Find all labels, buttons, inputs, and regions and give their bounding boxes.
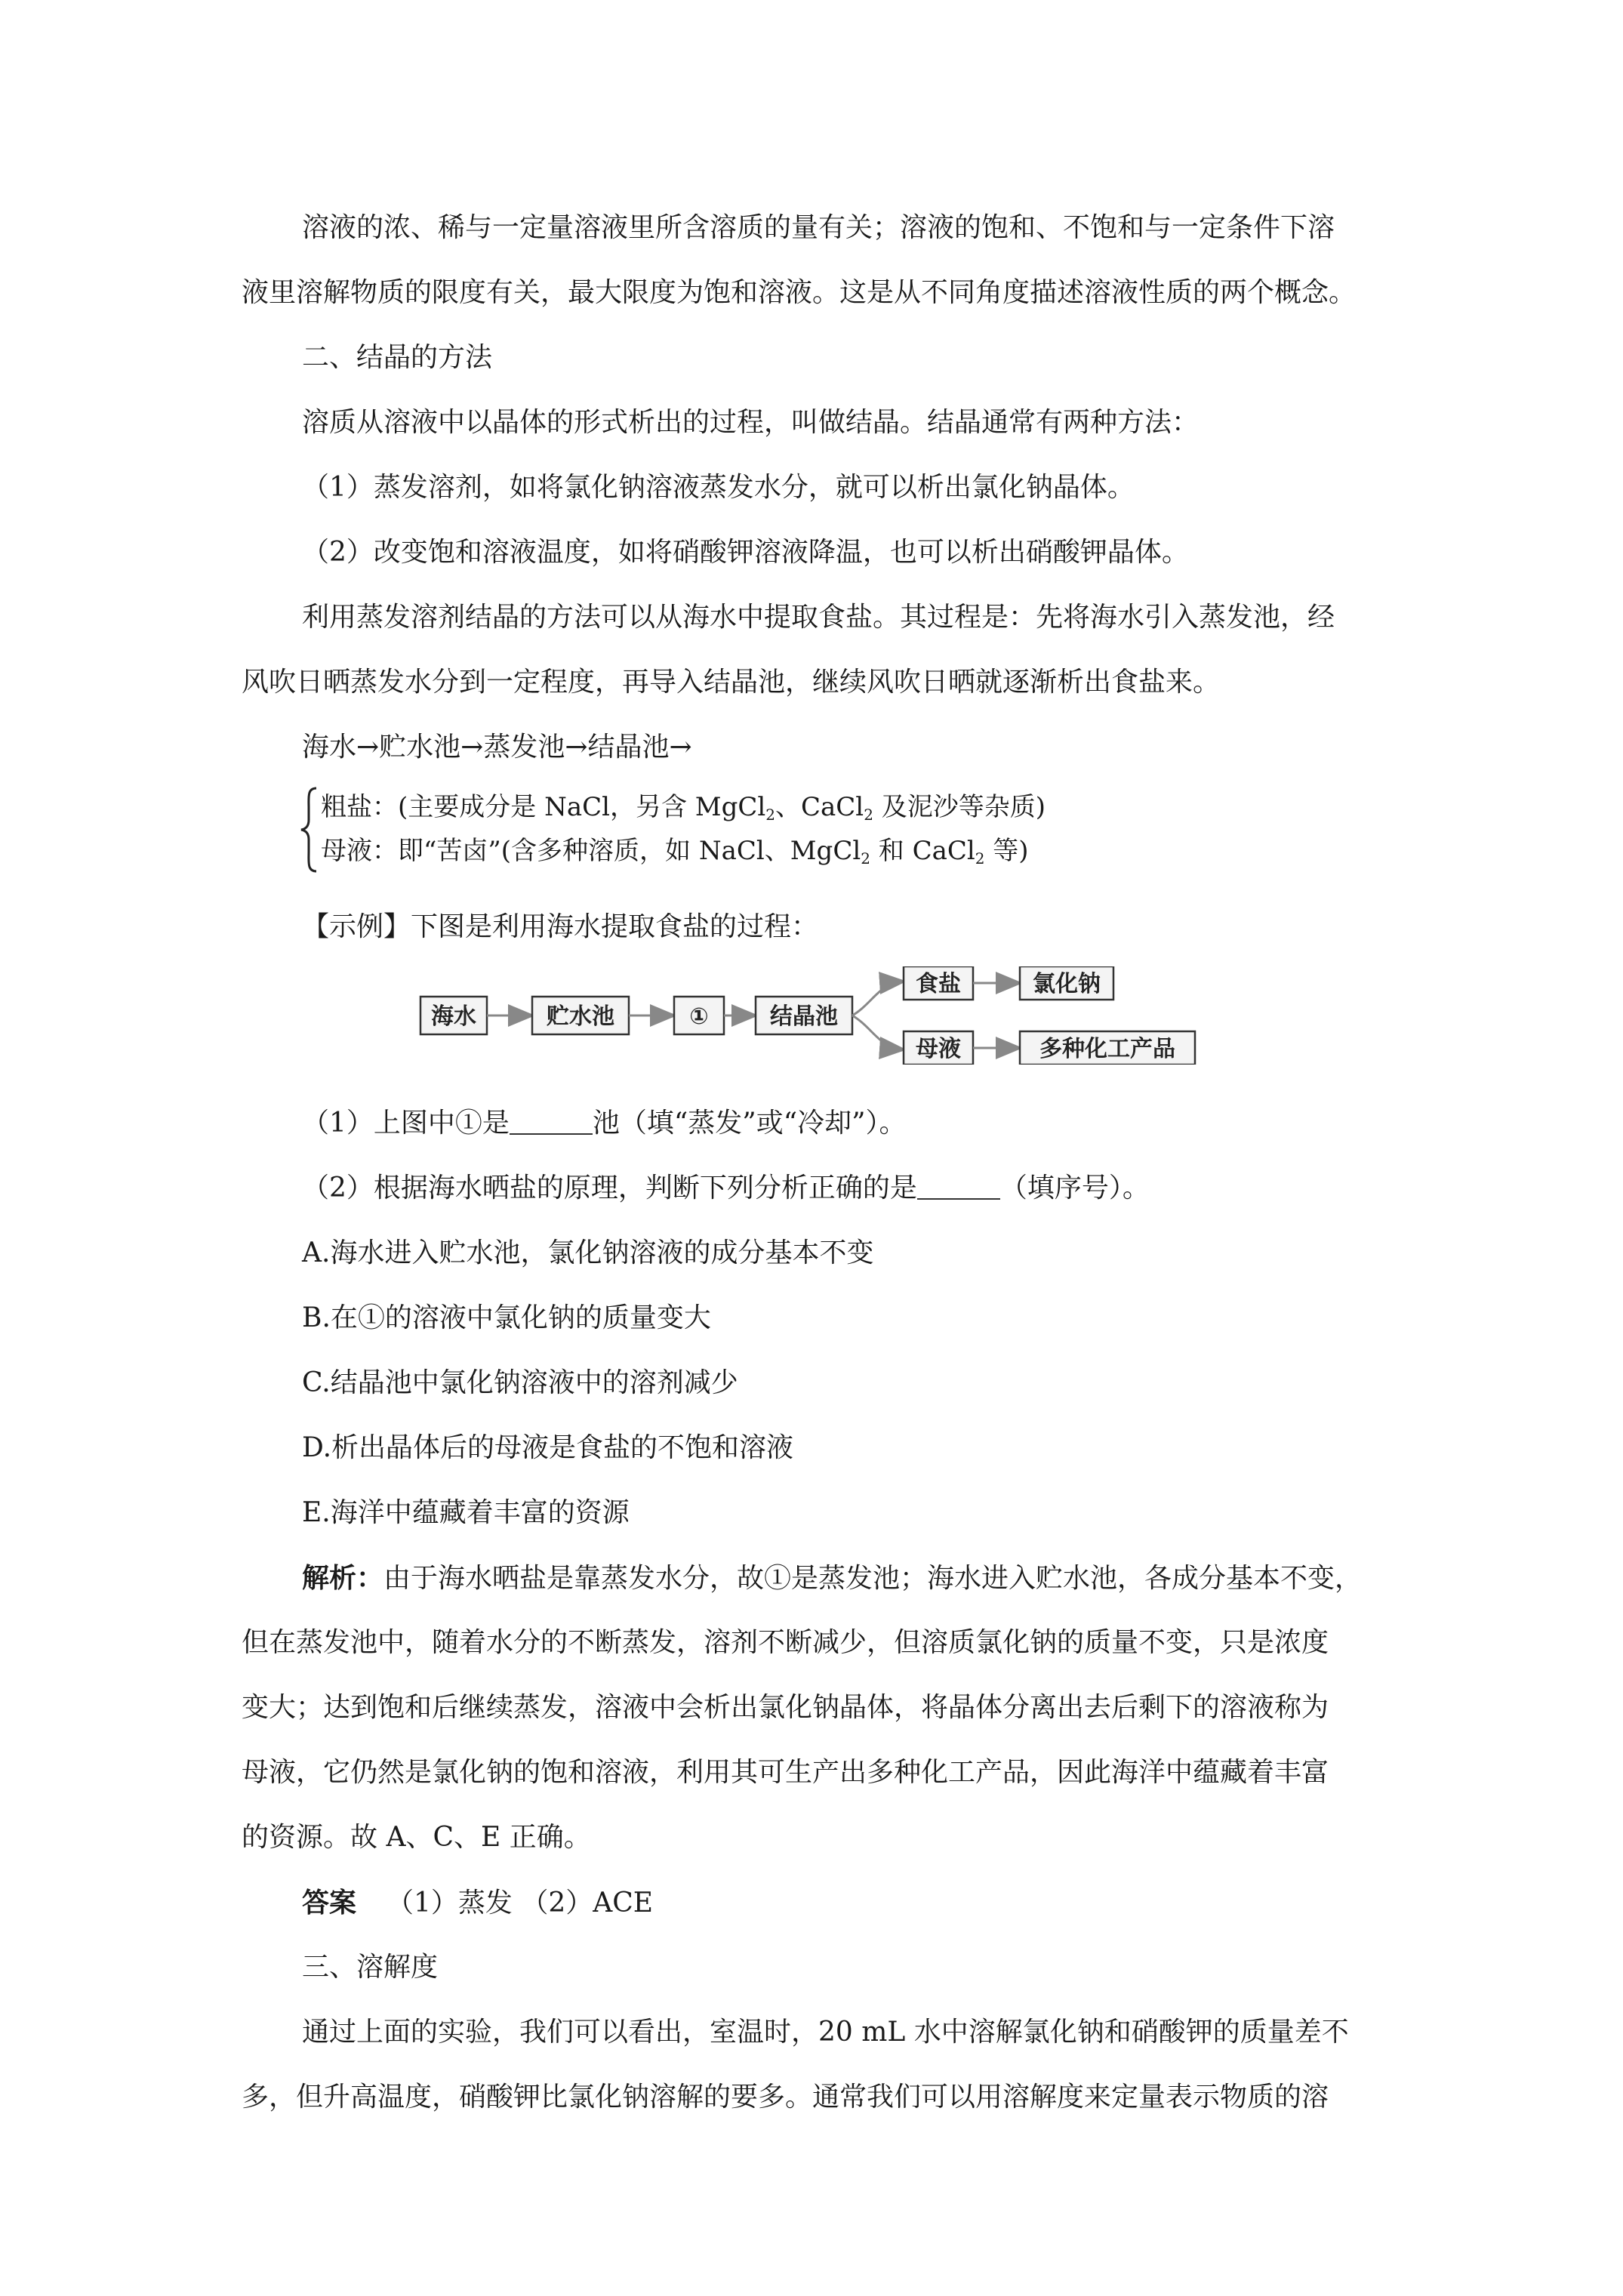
analysis-line: 母液，它仍然是氯化钠的饱和溶液，利用其可生产出多种化工产品，因此海洋中蕴藏着丰富 — [242, 1757, 1329, 1788]
paragraph-line: 多，但升高温度，硝酸钾比氯化钠溶解的要多。通常我们可以用溶解度来定量表示物质的溶 — [242, 2082, 1329, 2113]
flow-diagram — [419, 966, 1242, 1065]
svg-text:海水: 海水 — [431, 1003, 476, 1030]
example-intro: 【示例】下图是利用海水提取食盐的过程： — [302, 911, 819, 942]
option-a: A.海水进入贮水池，氯化钠溶液的成分基本不变 — [302, 1237, 874, 1268]
flow-line: 海水→贮水池→蒸发池→结晶池→ — [302, 732, 692, 763]
analysis-line: 但在蒸发池中，随着水分的不断蒸发，溶剂不断减少，但溶质氯化钠的质量不变，只是浓度 — [242, 1627, 1329, 1658]
option-e: E.海洋中蕴藏着丰富的资源 — [302, 1497, 630, 1528]
paragraph-line: 液里溶解物质的限度有关，最大限度为饱和溶液。这是从不同角度描述溶液性质的两个概念。 — [242, 277, 1357, 308]
analysis-line: 变大；达到饱和后继续蒸发，溶液中会析出氯化钠晶体，将晶体分离出去后剩下的溶液称为 — [242, 1692, 1329, 1723]
answer-blank — [510, 1111, 593, 1135]
node-chemical-products — [1020, 1031, 1195, 1065]
node-salt — [904, 966, 973, 1000]
arrow — [852, 982, 902, 1015]
option-d: D.析出晶体后的母液是食盐的不饱和溶液 — [302, 1432, 794, 1463]
svg-text:贮水池: 贮水池 — [547, 1003, 614, 1030]
svg-text:多种化工产品: 多种化工产品 — [1039, 1036, 1175, 1062]
answer-line: 答案 （1）蒸发 （2）ACE — [302, 1887, 654, 1918]
paragraph-line: 通过上面的实验，我们可以看出，室温时，20 mL 水中溶解氯化钠和硝酸钾的质量差不 — [302, 2017, 1349, 2048]
section-heading: 三、溶解度 — [302, 1952, 439, 1983]
question-1: （1）上图中①是 池（填“蒸发”或“冷却”）。 — [302, 1108, 907, 1139]
node-step-1 — [674, 997, 724, 1034]
arrow — [852, 1015, 902, 1049]
paragraph-line: 溶质从溶液中以晶体的形式析出的过程，叫做结晶。结晶通常有两种方法： — [302, 407, 1200, 438]
svg-text:氯化钠: 氯化钠 — [1033, 971, 1101, 997]
brace-block — [298, 785, 1204, 876]
svg-text:母液: 母液 — [916, 1036, 961, 1062]
answer-blank — [917, 1176, 1000, 1200]
paragraph-line: 风吹日晒蒸发水分到一定程度，再导入结晶池，继续风吹日晒就逐渐析出食盐来。 — [242, 667, 1221, 698]
paragraph-line: 溶液的浓、稀与一定量溶液里所含溶质的量有关；溶液的饱和、不饱和与一定条件下溶 — [302, 212, 1335, 243]
analysis-line: 的资源。故 A、C、E 正确。 — [242, 1822, 591, 1853]
svg-text:食盐: 食盐 — [916, 971, 961, 997]
method-item: （1）蒸发溶剂，如将氯化钠溶液蒸发水分，就可以析出氯化钠晶体。 — [302, 472, 1135, 503]
method-item: （2）改变饱和溶液温度，如将硝酸钾溶液降温，也可以析出硝酸钾晶体。 — [302, 537, 1189, 568]
svg-text:①: ① — [689, 1003, 709, 1030]
svg-text:结晶池: 结晶池 — [770, 1003, 838, 1030]
mother-liquor-line: 母液：即“苦卤”(含多种溶质，如 NaCl、MgCl$_2$ 和 CaCl$_2$ 等) — [321, 836, 1029, 868]
question-2: （2）根据海水晒盐的原理，判断下列分析正确的是 （填序号）。 — [302, 1173, 1150, 1203]
section-heading: 二、结晶的方法 — [302, 342, 493, 373]
node-crystal-pool — [756, 997, 852, 1034]
paragraph-line: 利用蒸发溶剂结晶的方法可以从海水中提取食盐。其过程是：先将海水引入蒸发池，经 — [302, 602, 1335, 633]
node-seawater — [420, 997, 487, 1034]
answer-label: 答案 — [302, 1887, 357, 1918]
analysis-label: 解析： — [302, 1562, 384, 1594]
curly-brace-icon — [298, 785, 321, 874]
crude-salt-line: 粗盐：(主要成分是 NaCl，另含 MgCl$_2$、CaCl$_2$ 及泥沙等杂质) — [321, 792, 1046, 824]
node-storage-pool — [532, 997, 629, 1034]
option-b: B.在①的溶液中氯化钠的质量变大 — [302, 1302, 711, 1333]
node-nacl — [1020, 966, 1113, 1000]
option-c: C.结晶池中氯化钠溶液中的溶剂减少 — [302, 1367, 738, 1398]
analysis-line: 解析：由于海水晒盐是靠蒸发水分，故①是蒸发池；海水进入贮水池，各成分基本不变， — [302, 1562, 1363, 1594]
node-mother-liquor — [904, 1031, 973, 1065]
